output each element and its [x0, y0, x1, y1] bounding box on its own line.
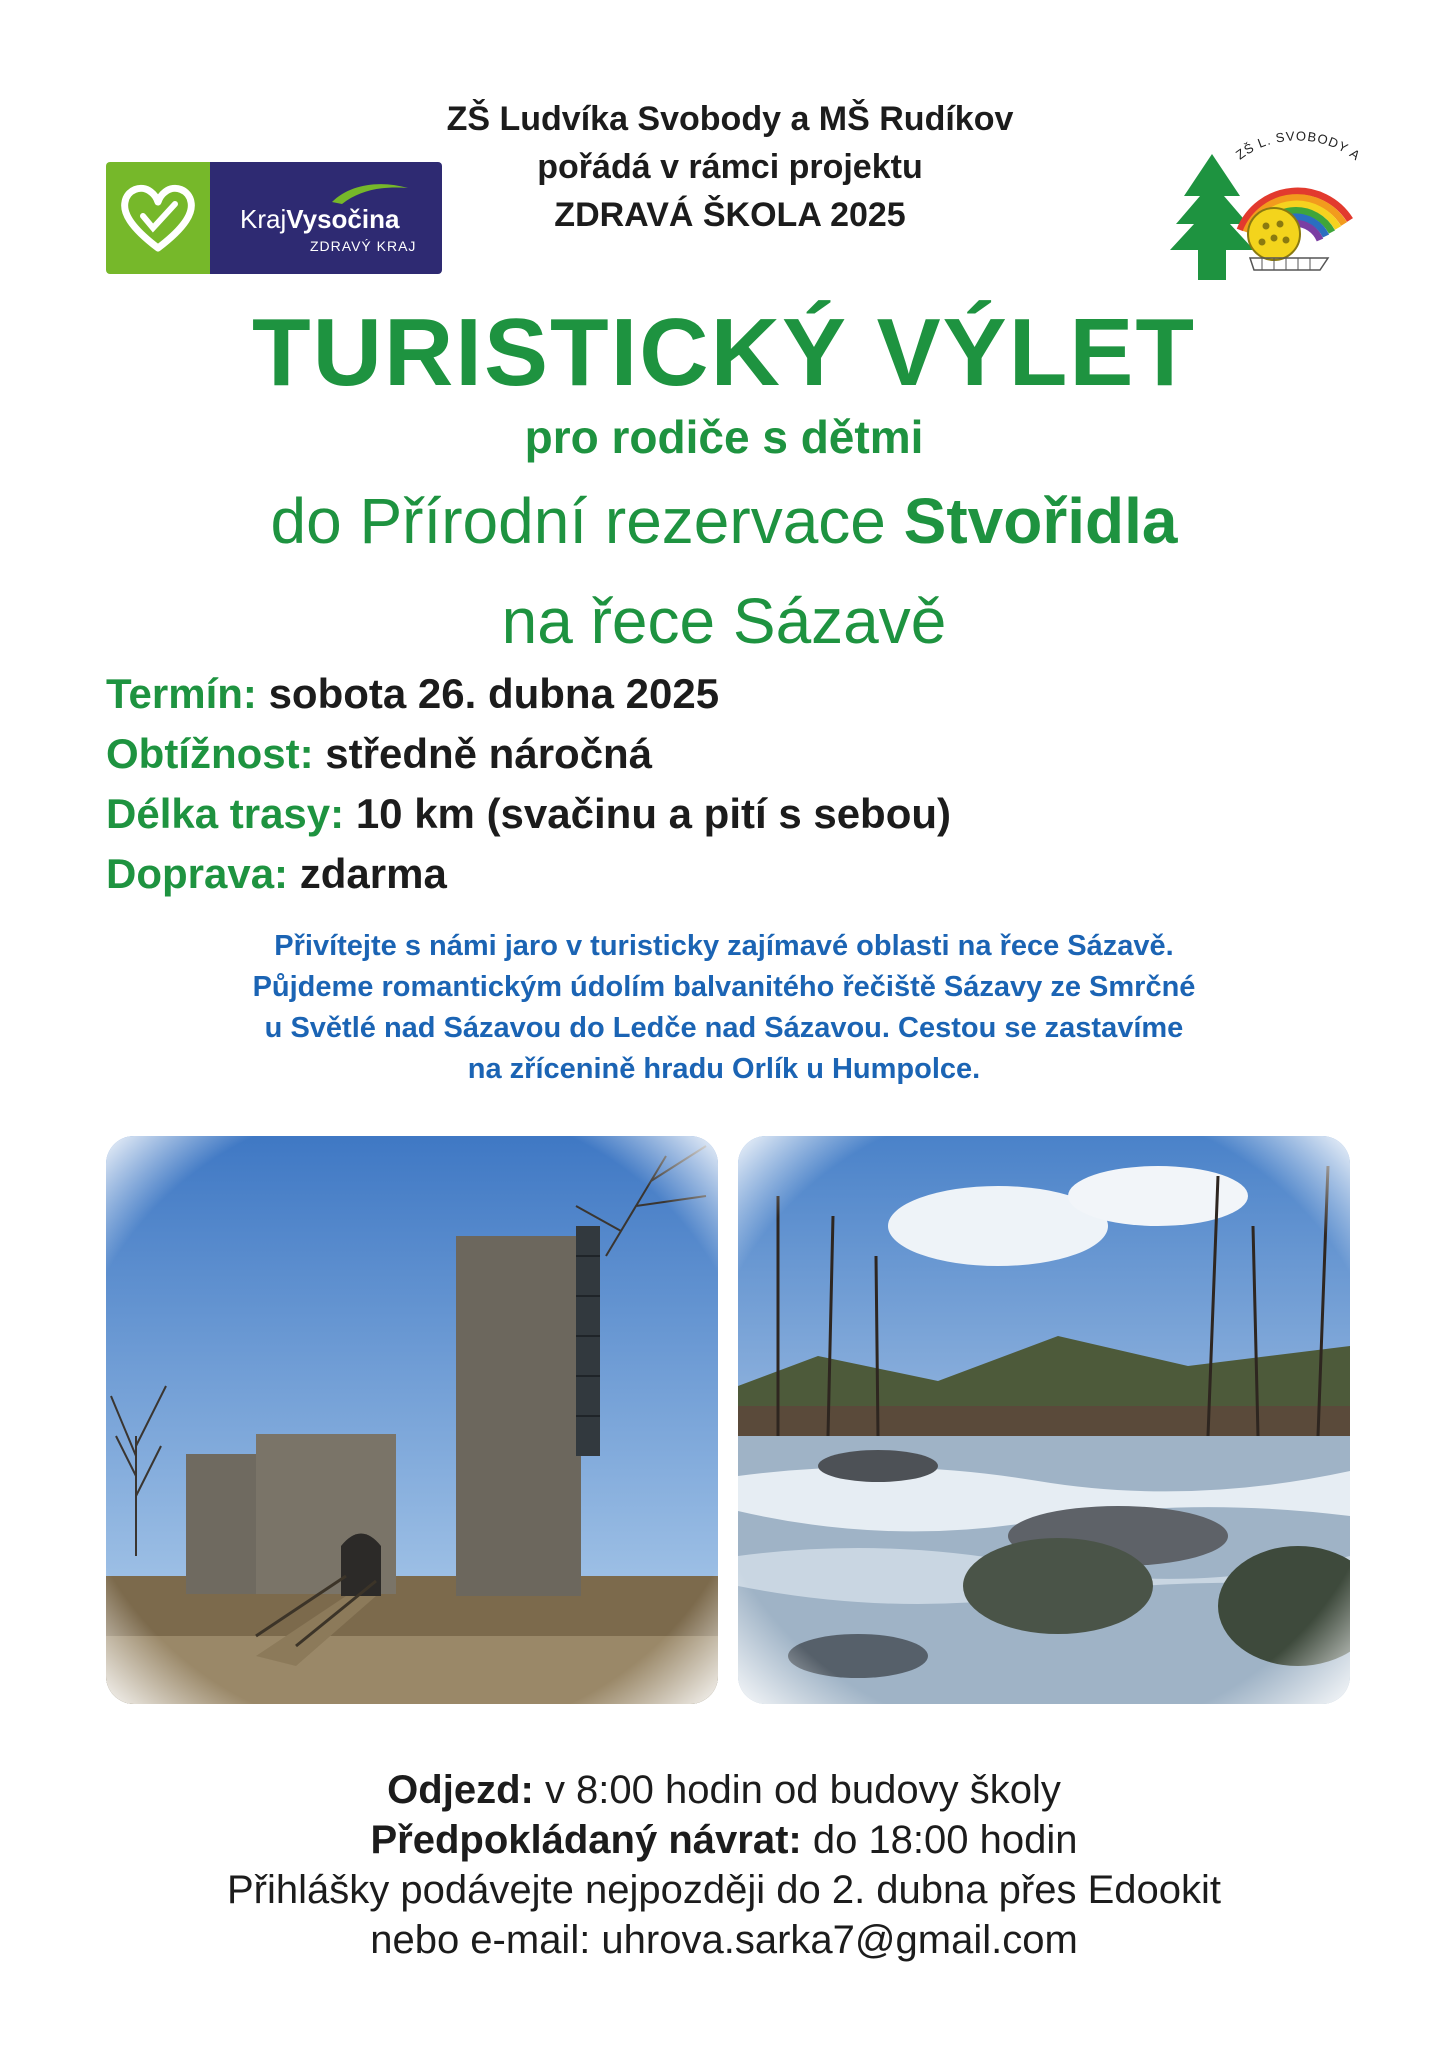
project-line: pořádá v rámci projektu — [537, 148, 923, 186]
organizer-line: ZŠ Ludvíka Svobody a MŠ Rudíkov — [446, 100, 1014, 138]
kraj-subtitle: ZDRAVÝ KRAJ — [310, 238, 417, 254]
info-row-difficulty: Obtížnost: středně náročná — [106, 730, 653, 777]
departure-line: Odjezd: v 8:00 hodin od budovy školy — [387, 1768, 1061, 1812]
subtitle: pro rodiče s dětmi — [524, 411, 924, 463]
info-row-date: Termín: sobota 26. dubna 2025 — [106, 670, 720, 717]
destination-bold: Stvořidla — [903, 485, 1178, 557]
description: Přivítejte s námi jaro v turisticky zajímavé oblasti na řece Sázavě. Půjdeme romantickým údolím balvanitého řečiště Sázavy ze Smrčné u Světlé nad Sázavou do Ledče nad Sázavou. Cestou se zastavíme na zřícenině hradu Orlík u Humpolce. — [252, 930, 1196, 1085]
heart-icon — [119, 182, 197, 254]
info-row-transport: Doprava: zdarma — [106, 850, 447, 897]
river-line: na řece Sázavě — [501, 585, 947, 657]
project-name: ZDRAVÁ ŠKOLA 2025 — [554, 196, 906, 234]
return-line: Předpokládaný návrat: do 18:00 hodin — [370, 1818, 1078, 1862]
destination-line — [0, 484, 1448, 558]
destination-regular: do Přírodní rezervace — [270, 485, 904, 557]
kraj-name: KrajVysočina — [240, 204, 400, 234]
email-line: nebo e-mail: uhrova.sarka7@gmail.com — [370, 1918, 1078, 1962]
signup-line: Přihlášky podávejte nejpozději do 2. dubna přes Edookit — [227, 1868, 1221, 1912]
main-title: TURISTICKÝ VÝLET — [251, 299, 1197, 406]
school-logo-text: ZŠ L. SVOBODY — [1232, 128, 1352, 163]
school-logo — [1150, 120, 1360, 290]
kraj-vysocina-logo — [106, 162, 442, 274]
castle-photo — [106, 1136, 718, 1704]
swoosh-icon — [330, 180, 410, 206]
river-photo — [738, 1136, 1350, 1704]
info-row-length: Délka trasy: 10 km (svačinu a pití s sebou) — [106, 790, 952, 837]
